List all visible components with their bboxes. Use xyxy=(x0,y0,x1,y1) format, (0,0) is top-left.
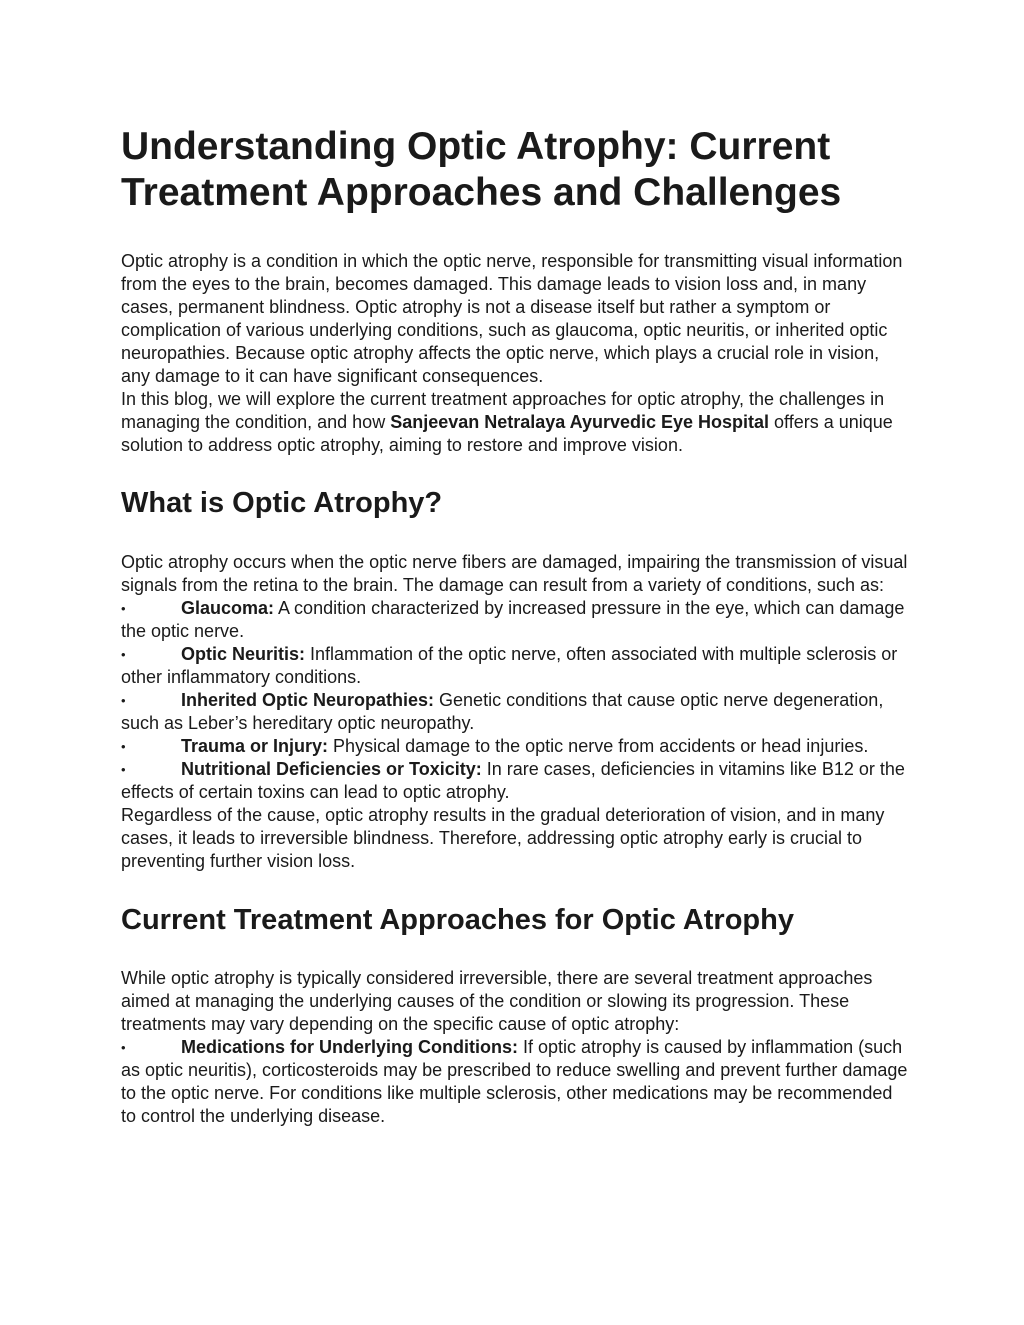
section-heading-what: What is Optic Atrophy? xyxy=(121,487,443,519)
bullet-icon: • xyxy=(121,739,126,754)
bullet-icon: • xyxy=(121,1040,126,1055)
overview-text-end: offers a unique solution to address optic atrophy, aiming to restore and improve vision. xyxy=(121,412,893,455)
document-page xyxy=(121,124,911,1128)
intro-section xyxy=(121,250,911,457)
list-item-text: Genetic conditions that cause optic nerve degeneration, such as Leber’s hereditary optic neuropathy. xyxy=(121,690,884,733)
what-lead-paragraph: Optic atrophy occurs when the optic nerve fibers are damaged, impairing the transmission of visual signals from the retina to the brain. The damage can result from a variety of conditions, such as: xyxy=(121,552,908,595)
current-treatments-section xyxy=(121,967,911,1128)
list-item-text: In rare cases, deficiencies in vitamins like B12 or the effects of certain toxins can lead to optic atrophy. xyxy=(121,759,905,802)
list-item-term: Nutritional Deficiencies or Toxicity: xyxy=(181,759,482,779)
list-item xyxy=(121,689,911,735)
list-item-term: Trauma or Injury: xyxy=(181,736,329,756)
list-item-term: Glaucoma: xyxy=(181,598,275,618)
list-item-term: Inherited Optic Neuropathies: xyxy=(181,690,435,710)
blog-overview-paragraph xyxy=(121,388,911,457)
list-item-text: A condition characterized by increased pressure in the eye, which can damage the optic nerve. xyxy=(121,598,905,641)
bullet-icon: • xyxy=(121,601,126,616)
bullet-icon: • xyxy=(121,647,126,662)
list-item xyxy=(121,597,911,643)
list-item-text: If optic atrophy is caused by inflammation (such as optic neuritis), corticosteroids may be prescribed to reduce swelling and prevent further damage to the optic nerve. For conditions like multiple sclerosis, other medications may be recommended to control the underlying disease. xyxy=(121,1037,908,1126)
what-section xyxy=(121,551,911,873)
hospital-name: Sanjeevan Netralaya Ayurvedic Eye Hospital xyxy=(390,412,770,432)
list-item-term: Medications for Underlying Conditions: xyxy=(181,1037,518,1057)
intro-paragraph: Optic atrophy is a condition in which the optic nerve, responsible for transmitting visual information from the eyes to the brain, becomes damaged. This damage leads to vision loss and, in many cases, permanent blindness. Optic atrophy is not a disease itself but rather a symptom or complication of various underlying conditions, such as glaucoma, optic neuritis, or inherited optic neuropathies. Because optic atrophy affects the optic nerve, which plays a crucial role in vision, any damage to it can have significant consequences. xyxy=(121,251,903,386)
list-item xyxy=(121,758,911,804)
list-item-term: Optic Neuritis: xyxy=(181,644,306,664)
list-item xyxy=(121,643,911,689)
list-item-text: Physical damage to the optic nerve from accidents or head injuries. xyxy=(328,736,869,756)
bullet-icon: • xyxy=(121,762,126,777)
page-title: Understanding Optic Atrophy: Current Treatment Approaches and Challenges xyxy=(121,125,842,214)
list-item-text: Inflammation of the optic nerve, often associated with multiple sclerosis or other inflammatory conditions. xyxy=(121,644,898,687)
list-item xyxy=(121,1036,911,1128)
section-heading-current-treatments: Current Treatment Approaches for Optic Atrophy xyxy=(121,904,794,936)
what-closing-paragraph: Regardless of the cause, optic atrophy results in the gradual deterioration of vision, and in many cases, it leads to irreversible blindness. Therefore, addressing optic atrophy early is crucial to preventing further vision loss. xyxy=(121,805,885,871)
overview-text-start: In this blog, we will explore the current treatment approaches for optic atrophy, the challenges in managing the condition, and how xyxy=(121,389,885,432)
list-item xyxy=(121,735,911,758)
bullet-icon: • xyxy=(121,693,126,708)
current-lead-paragraph: While optic atrophy is typically considered irreversible, there are several treatment approaches aimed at managing the underlying causes of the condition or slowing its progression. These treatments may vary depending on the specific cause of optic atrophy: xyxy=(121,968,873,1034)
